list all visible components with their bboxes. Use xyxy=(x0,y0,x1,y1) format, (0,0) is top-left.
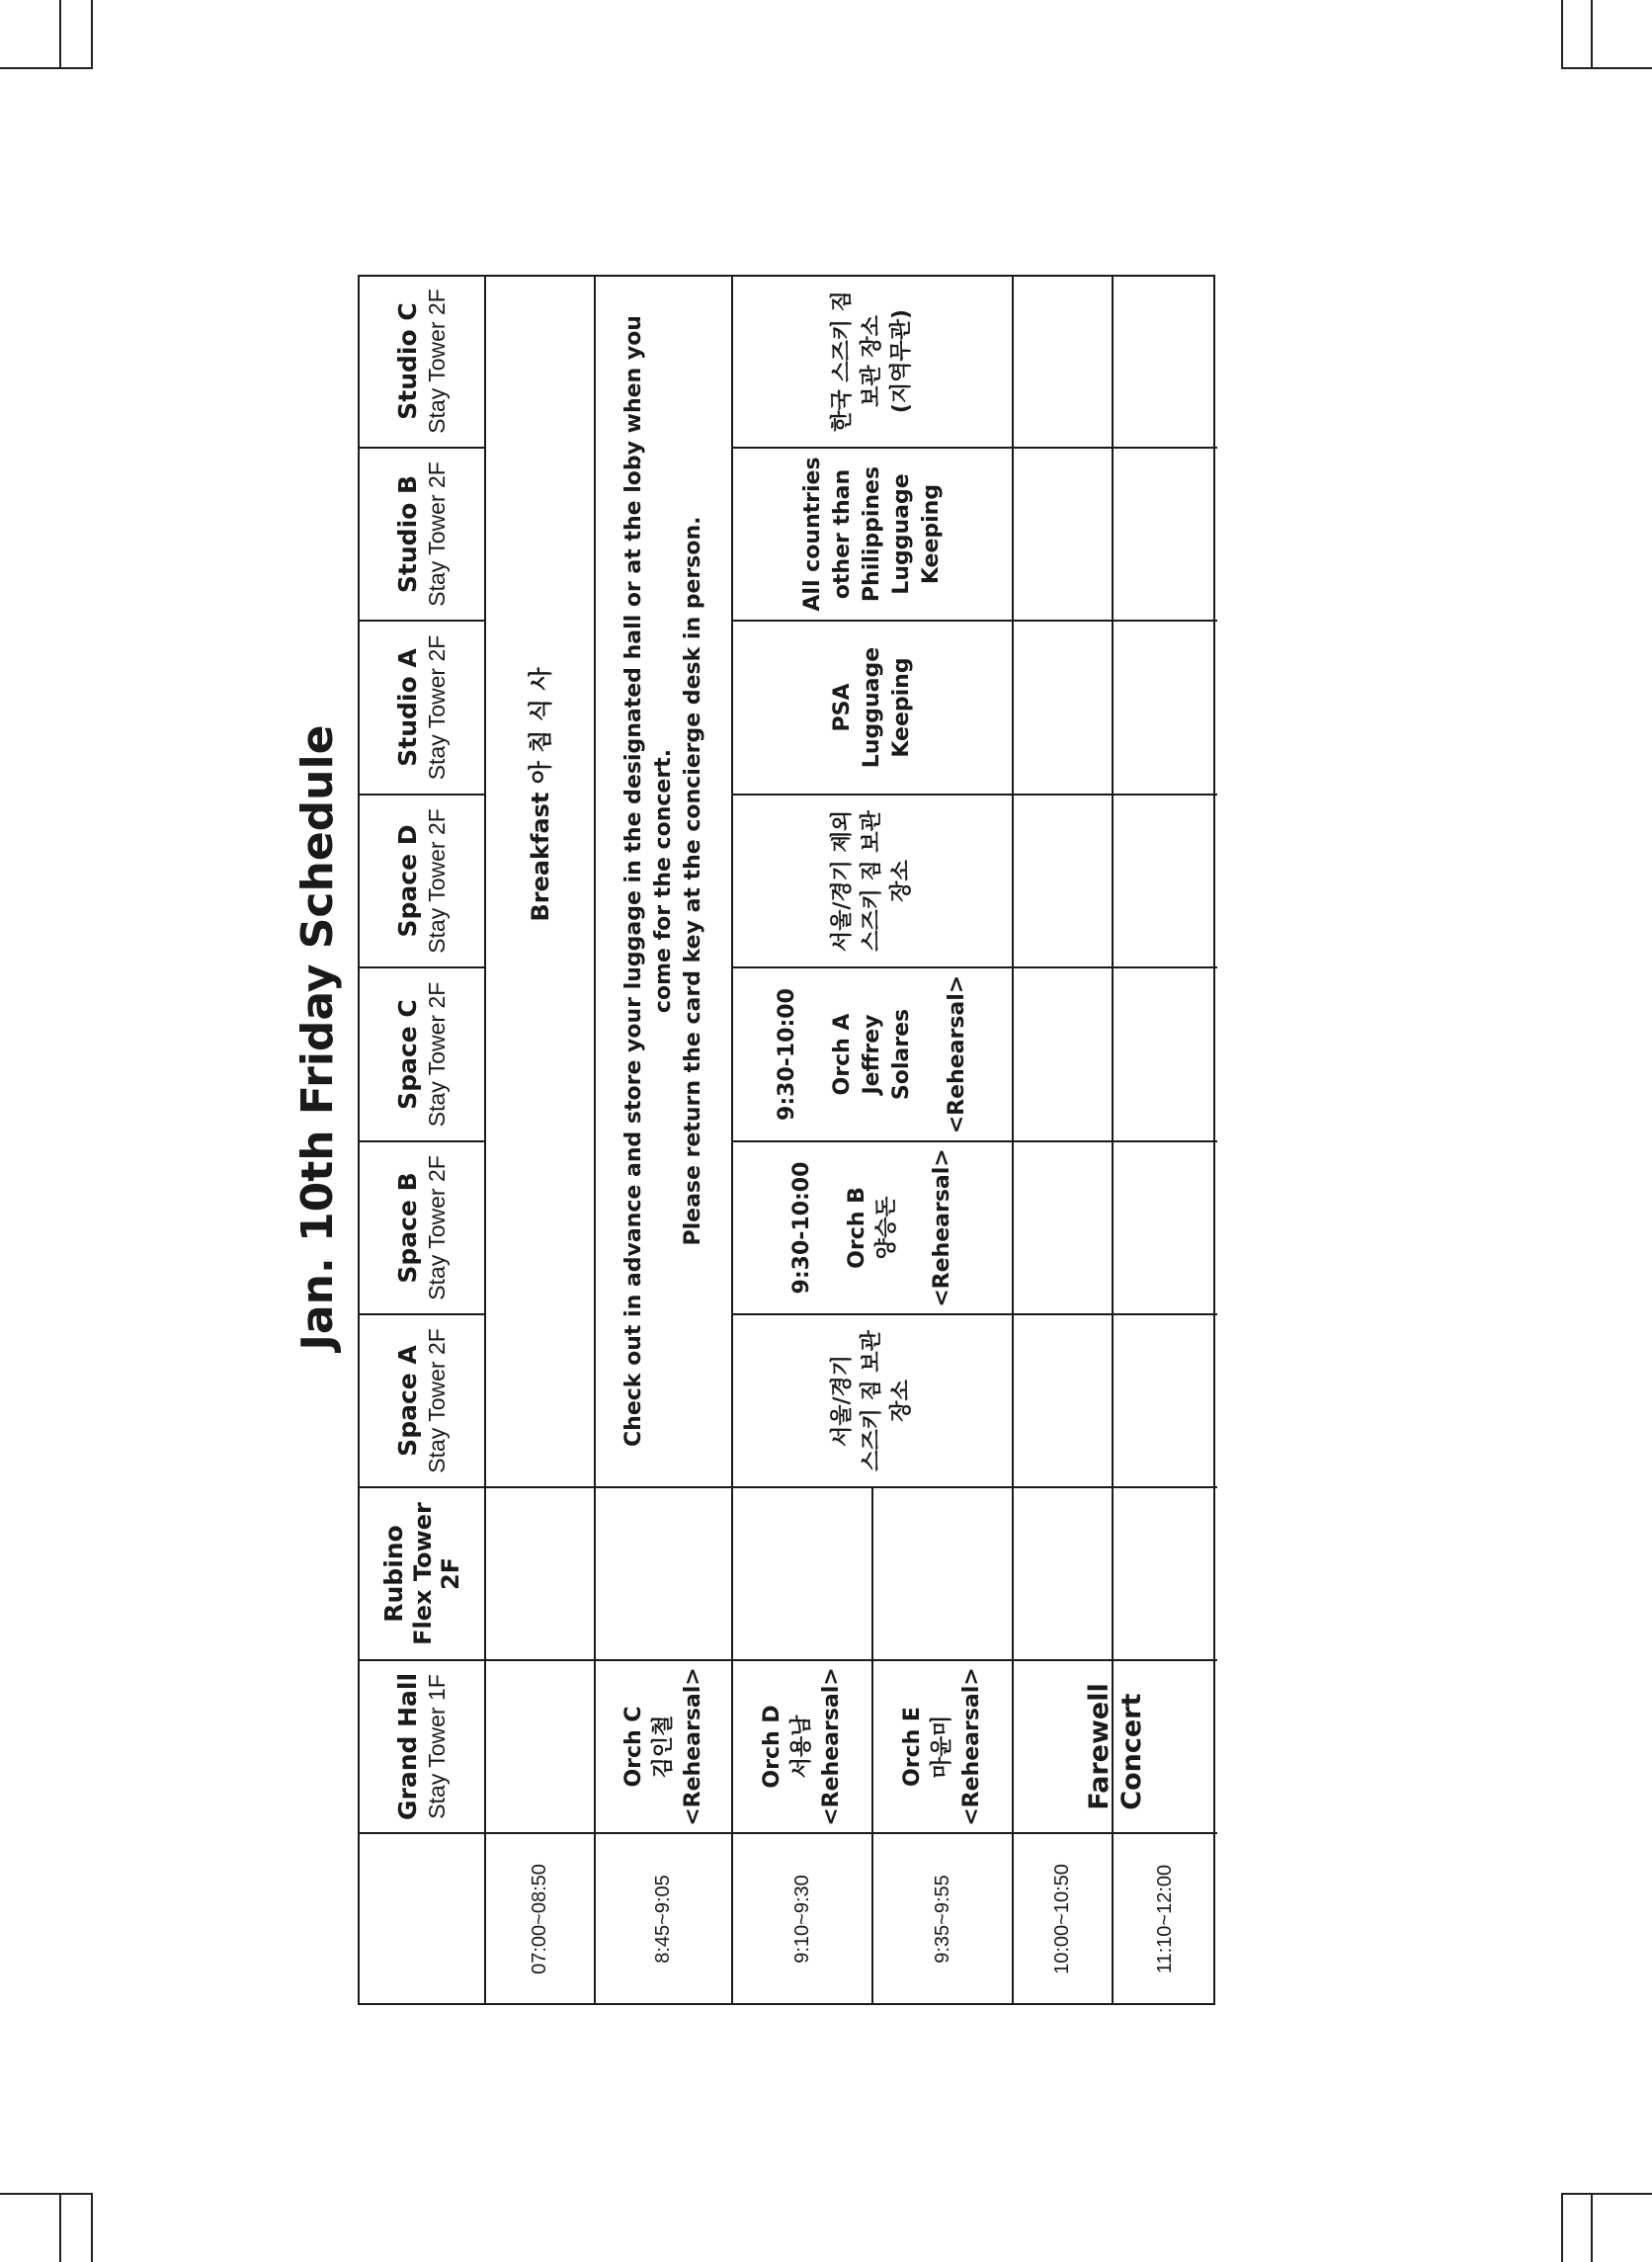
cell-text: 11:10~12:00 xyxy=(1153,1864,1176,1974)
cell-text: 서용남 xyxy=(789,1715,814,1779)
cell-text: <Rehearsal> xyxy=(819,1667,844,1826)
schedule-table xyxy=(358,275,1215,2005)
cell-text: Rubino xyxy=(378,1525,408,1623)
cell-text: 마윤미 xyxy=(930,1715,954,1779)
orch-d-cell xyxy=(732,1660,872,1833)
breakfast-cell xyxy=(485,275,595,1314)
space-d-storage-cell xyxy=(732,795,1013,967)
grid-line xyxy=(1013,1140,1217,1142)
column-header-4 xyxy=(358,967,485,1141)
cell-text: <Rehearsal> xyxy=(945,974,969,1134)
grid-line xyxy=(485,1659,595,1661)
grid-line xyxy=(1013,1486,1217,1488)
grid-line xyxy=(1013,794,1217,796)
cell-text: other than xyxy=(830,468,855,600)
column-header-7 xyxy=(358,448,485,621)
space-a-storage-cell xyxy=(732,1314,1013,1487)
orch-b-cell xyxy=(732,1141,1013,1314)
time-slot-2 xyxy=(732,1833,872,2005)
crop-mark xyxy=(59,0,61,67)
crop-mark xyxy=(1561,0,1563,69)
cell-text: 9:30-10:00 xyxy=(789,1161,814,1295)
grid-line xyxy=(1013,620,1217,622)
cell-text: Orch A xyxy=(830,1013,855,1096)
cell-text: Space A xyxy=(392,1345,422,1457)
cell-text: Space C xyxy=(392,999,422,1110)
cell-text: Orch B xyxy=(845,1187,869,1269)
cell-text: Flex Tower 2F xyxy=(408,1502,464,1645)
page-title: Jan. 10th Friday Schedule xyxy=(292,724,343,1351)
crop-mark xyxy=(1561,2193,1652,2195)
cell-text: Jeffrey Solares xyxy=(860,1008,914,1101)
cell-text: Stay Tower 2F xyxy=(423,1155,450,1300)
grid-line xyxy=(1013,447,1217,449)
orch-e-cell xyxy=(872,1660,1013,1833)
column-header-2 xyxy=(358,1314,485,1487)
cell-text: 서울/경기 xyxy=(830,1354,855,1448)
cell-text: Keeping xyxy=(919,483,944,585)
cell-text: Studio B xyxy=(392,474,422,594)
column-header-3 xyxy=(358,1141,485,1314)
crop-mark xyxy=(91,0,93,69)
cell-text: Stay Tower 2F xyxy=(423,461,450,607)
cell-text: Stay Tower 2F xyxy=(423,634,450,781)
cell-text: Farewell xyxy=(1083,1683,1115,1810)
cell-text: Stay Tower 2F xyxy=(423,981,450,1128)
cell-text: Orch E xyxy=(900,1707,925,1787)
studio-b-storage-cell xyxy=(732,448,1013,621)
cell-text: Stay Tower 2F xyxy=(423,289,450,434)
crop-mark xyxy=(0,67,91,69)
cell-text: 9:35~9:55 xyxy=(931,1875,953,1964)
cell-text: Check out in advance and store your luggage in the designated hall or at the loby when you come for the concert. xyxy=(620,315,676,1447)
cell-text: <Rehearsal> xyxy=(680,1667,705,1826)
orch-a-cell xyxy=(732,967,1013,1141)
cell-text: Studio A xyxy=(392,648,422,767)
crop-mark xyxy=(0,2193,91,2195)
cell-text: Orch C xyxy=(620,1706,646,1788)
crop-mark xyxy=(1561,2193,1563,2262)
cell-text: 한국 스즈키 짐 xyxy=(830,291,855,432)
cell-text: Philippines xyxy=(860,465,884,603)
cell-text: PSA Lugguage xyxy=(830,646,884,769)
checkout-notice xyxy=(595,275,732,1487)
column-header-5 xyxy=(358,795,485,967)
time-slot-0 xyxy=(485,1833,595,2005)
cell-text: 김인철 xyxy=(650,1715,676,1779)
crop-mark xyxy=(1561,67,1652,69)
time-slot-4 xyxy=(1013,1833,1113,2005)
cell-text: Stay Tower 2F xyxy=(423,808,450,954)
crop-mark xyxy=(1591,0,1593,67)
cell-text: Space B xyxy=(392,1172,422,1284)
cell-text: 스즈키 짐 보관 xyxy=(860,810,884,952)
cell-text: Stay Tower 1F xyxy=(423,1674,450,1819)
time-slot-5 xyxy=(1113,1833,1217,2005)
column-header-1 xyxy=(358,1487,485,1660)
grid-line xyxy=(1013,966,1217,968)
cell-text: 07:00~08:50 xyxy=(529,1864,550,1974)
cell-text: (지역무관) xyxy=(889,308,914,414)
crop-mark xyxy=(91,2193,93,2262)
cell-text: <Rehearsal> xyxy=(959,1667,984,1826)
cell-text: Studio C xyxy=(392,302,422,420)
crop-mark xyxy=(1591,2195,1593,2262)
cell-text: Concert xyxy=(1115,1693,1147,1810)
cell-text: 스즈키 짐 보관 xyxy=(860,1330,884,1471)
time-slot-1 xyxy=(595,1833,732,2005)
crop-mark xyxy=(59,2195,61,2262)
grid-line xyxy=(485,1486,595,1488)
cell-text: <Rehearsal> xyxy=(930,1148,954,1307)
cell-text: 보관 장소 xyxy=(860,315,884,407)
cell-text: Orch D xyxy=(760,1705,785,1789)
time-slot-3 xyxy=(872,1833,1013,2005)
cell-text: 장소 xyxy=(889,860,914,902)
cell-text: 9:30-10:00 xyxy=(775,988,799,1121)
cell-text: 장소 xyxy=(889,1380,914,1422)
cell-text: Grand Hall xyxy=(392,1672,422,1821)
column-header-8 xyxy=(358,275,485,448)
column-header-0 xyxy=(358,1660,485,1833)
studio-c-storage-cell xyxy=(732,275,1013,448)
cell-text: 서울/경기 제외 xyxy=(830,809,855,953)
grid-line xyxy=(1013,1313,1217,1315)
cell-text: 9:10~9:30 xyxy=(790,1875,813,1964)
cell-text: 8:45~9:05 xyxy=(652,1875,674,1964)
cell-text: 10:00~10:50 xyxy=(1051,1864,1073,1974)
cell-text: Lugguage xyxy=(889,473,914,595)
column-header-6 xyxy=(358,621,485,795)
cell-text: Please return the card key at the concierge desk in person. xyxy=(680,516,705,1246)
orch-c-cell xyxy=(595,1660,732,1833)
cell-text: 양승돈 xyxy=(874,1196,899,1260)
cell-text: Breakfast 아 침 식 사 xyxy=(526,667,554,922)
cell-text: Keeping xyxy=(889,657,914,758)
studio-a-storage-cell xyxy=(732,621,1013,795)
cell-text: Space D xyxy=(392,824,422,938)
cell-text: Stay Tower 2F xyxy=(423,1328,450,1473)
farewell-concert-cell xyxy=(1013,1660,1217,1833)
cell-text: All countries xyxy=(800,457,825,612)
